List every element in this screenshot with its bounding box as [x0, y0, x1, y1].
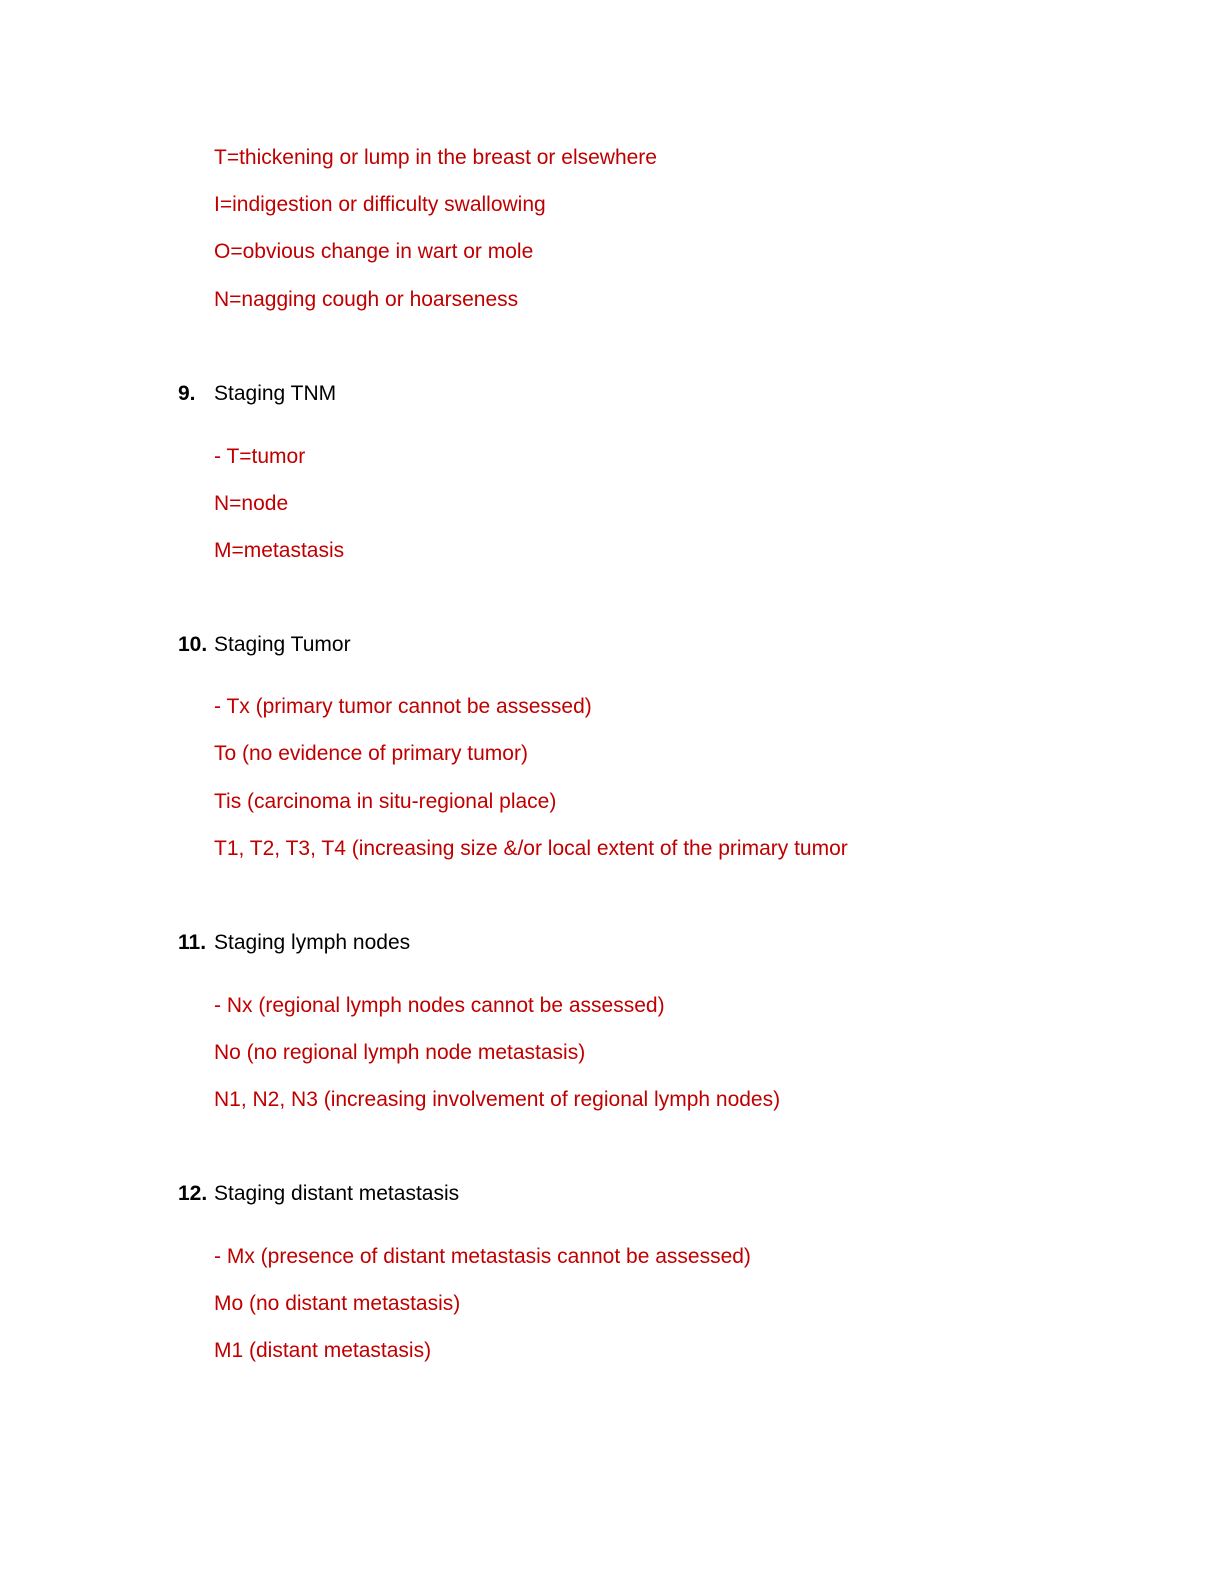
list-item: No (no regional lymph node metastasis) [214, 1041, 586, 1064]
list-item: - T=tumor [214, 445, 306, 468]
section-number-11: 11. [178, 931, 207, 954]
list-item: - Nx (regional lymph nodes cannot be assessed) [214, 994, 665, 1017]
tion-line-t: T=thickening or lump in the breast or elsewhere [214, 146, 657, 169]
list-item: M=metastasis [214, 539, 345, 562]
section-number-10: 10. [178, 633, 208, 656]
tion-line-n: N=nagging cough or hoarseness [214, 288, 519, 311]
list-item: Tis (carcinoma in situ-regional place) [214, 790, 557, 813]
list-item: N=node [214, 492, 289, 515]
list-item: - Mx (presence of distant metastasis cannot be assessed) [214, 1245, 751, 1268]
tion-line-i: I=indigestion or difficulty swallowing [214, 193, 546, 216]
list-item: T1, T2, T3, T4 (increasing size &/or local extent of the primary tumor [214, 837, 848, 860]
section-number-12: 12. [178, 1182, 208, 1205]
list-item: M1 (distant metastasis) [214, 1339, 432, 1362]
section-title-staging-lymph-nodes: Staging lymph nodes [214, 931, 411, 954]
list-item: To (no evidence of primary tumor) [214, 742, 528, 765]
section-title-staging-distant-metastasis: Staging distant metastasis [214, 1182, 460, 1205]
section-title-staging-tumor: Staging Tumor [214, 633, 351, 656]
section-number-9: 9. [178, 382, 196, 405]
list-item: N1, N2, N3 (increasing involvement of regional lymph nodes) [214, 1088, 781, 1111]
tion-line-o: O=obvious change in wart or mole [214, 240, 534, 263]
list-item: Mo (no distant metastasis) [214, 1292, 461, 1315]
list-item: - Tx (primary tumor cannot be assessed) [214, 695, 592, 718]
section-title-staging-tnm: Staging TNM [214, 382, 337, 405]
